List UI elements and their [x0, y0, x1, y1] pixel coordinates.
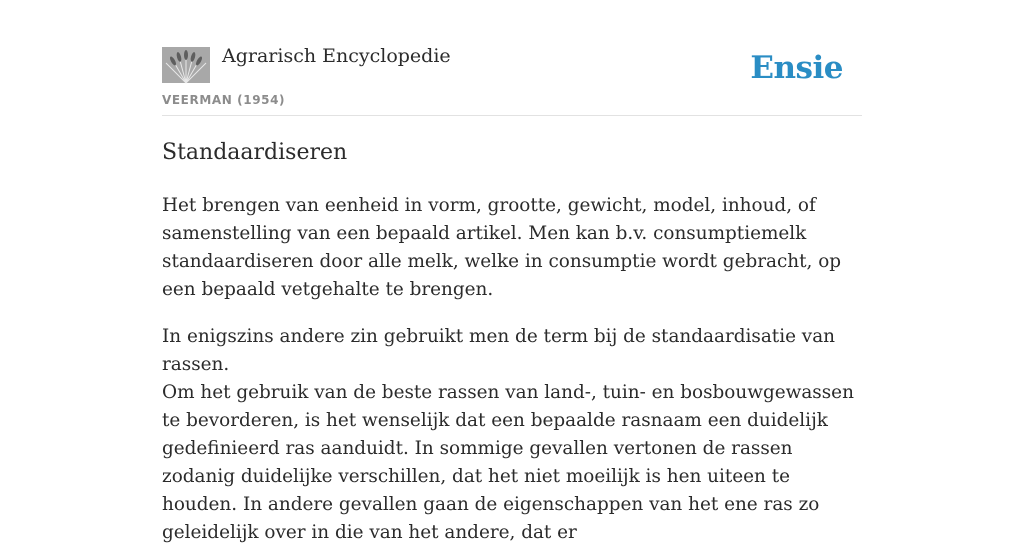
entry-title: Standaardiseren — [162, 140, 348, 165]
entry-paragraph: Om het gebruik van de beste rassen van land-, tuin- en bosbouwgewassen te bevorderen, is het wenselijk dat een bepaalde rasnaam een duidelijk gedefinieerd ras aanduidt. In sommige gevallen vertonen de rassen zodanig duidelijke verschillen, dat het niet moeilijk is hen uiteen te houden. In andere gevallen gaan de eigenschappen van het ene ras zo geleidelijk over in die van het andere, dat er — [162, 382, 854, 543]
source-author: VEERMAN (1954) — [162, 93, 286, 107]
entry-paragraph: Het brengen van eenheid in vorm, grootte, gewicht, model, inhoud, of samenstelling van een bepaald artikel. Men kan b.v. consumptiemelk standaardiseren door alle melk, welke in consumptie wordt gebracht, op een bepaald vetgehalte te brengen. — [162, 195, 842, 300]
entry-paragraph: In enigszins andere zin gebruikt men de term bij de standaardisatie van rassen. — [162, 326, 836, 375]
ensie-logo[interactable]: Ensie — [750, 50, 843, 86]
source-header — [162, 0, 862, 116]
source-title[interactable]: Agrarisch Encyclopedie — [222, 45, 451, 67]
article-container — [162, 0, 862, 543]
wheat-engraving-icon[interactable] — [162, 47, 210, 83]
